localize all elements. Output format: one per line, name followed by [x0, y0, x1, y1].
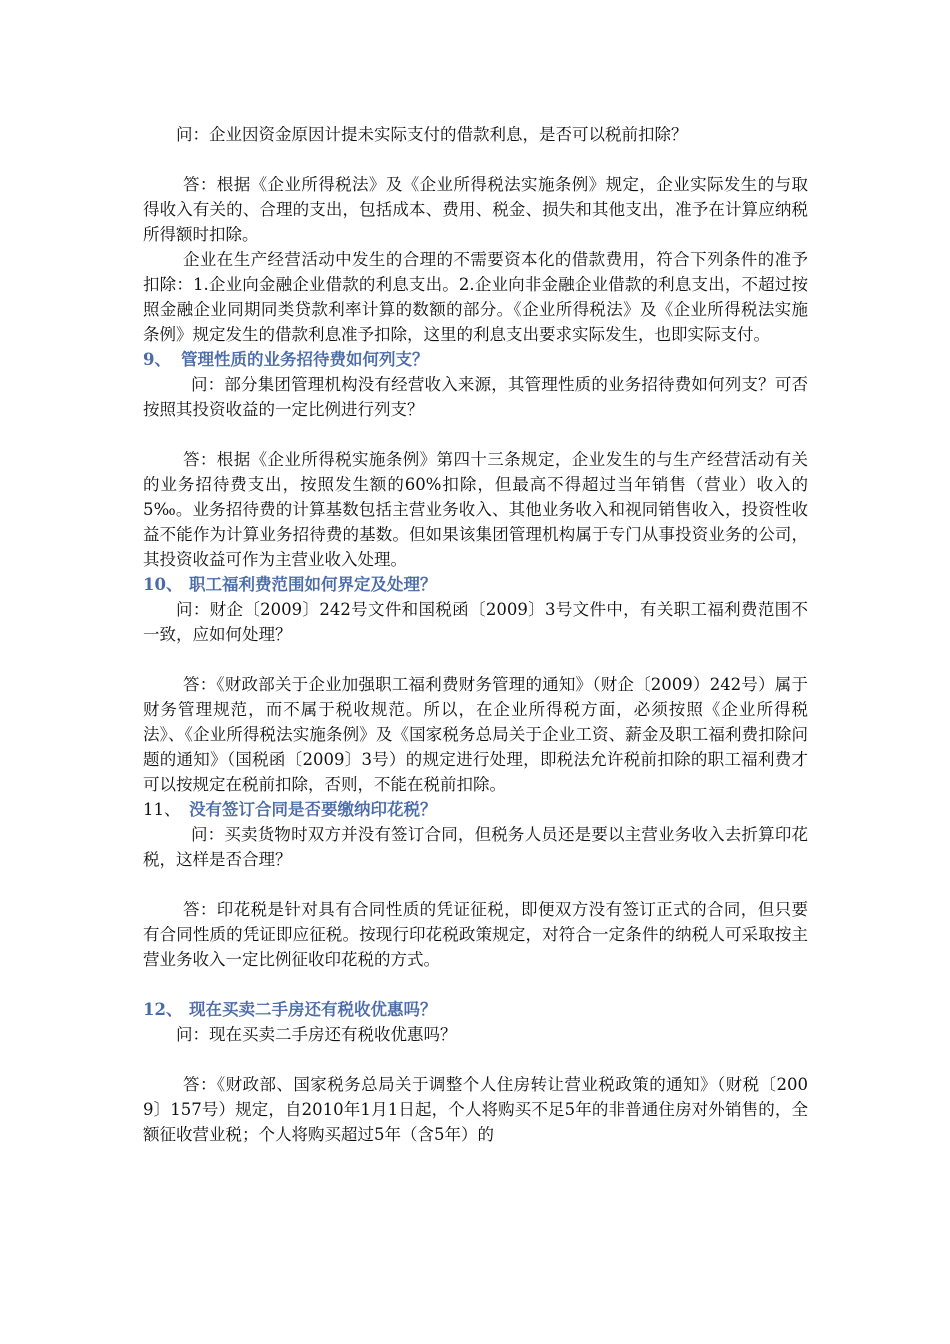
section-number: 9、	[143, 350, 171, 369]
section-number: 10、	[143, 575, 183, 594]
section-number: 12、	[143, 1000, 183, 1019]
question-interest: 问：企业因资金原因计提未实际支付的借款利息，是否可以税前扣除？	[176, 125, 688, 144]
section-title: 职工福利费范围如何界定及处理？	[189, 575, 437, 594]
answer-12: 答：《财政部、国家税务总局关于调整个人住房转让营业税政策的通知》（财税〔2009〕157号）规定，自2010年1月1日起，个人将购买不足5年的非普通住房对外销售的，全额征收营业税；个人将购买超过5年（含5年）的	[143, 1075, 808, 1144]
section-title: 没有签订合同是否要缴纳印花税？	[189, 800, 437, 819]
spacer	[143, 1047, 808, 1072]
section-heading-9	[143, 347, 808, 372]
section-title: 现在买卖二手房还有税收优惠吗？	[189, 1000, 437, 1019]
question-12: 问：现在买卖二手房还有税收优惠吗？	[176, 1025, 457, 1044]
section-heading-10	[143, 572, 808, 597]
answer-10: 答：《财政部关于企业加强职工福利费财务管理的通知》（财企〔2009）242号）属于财务管理规范，而不属于税收规范。所以，在企业所得税方面，必须按照《企业所得税法》、《企业所得税法实施条例》及《国家税务总局关于企业工资、薪金及职工福利费扣除问题的通知》（国税函〔2009〕3号）的规定进行处理，即税法允许税前扣除的职工福利费才可以按规定在税前扣除，否则，不能在税前扣除。	[143, 675, 808, 794]
section-heading-12	[143, 997, 808, 1022]
question-10: 问：财企〔2009〕242号文件和国税函〔2009〕3号文件中，有关职工福利费范围不一致，应如何处理？	[143, 600, 808, 644]
section-number: 11、	[143, 800, 181, 819]
document-page	[143, 122, 808, 1147]
answer-interest-2: 企业在生产经营活动中发生的合理的不需要资本化的借款费用，符合下列条件的准予扣除：1.企业向金融企业借款的利息支出。2.企业向非金融企业借款的利息支出，不超过按照金融企业同期同类贷款利率计算的数额的部分。《企业所得税法》及《企业所得税法实施条例》规定发生的借款利息准予扣除，这里的利息支出要求实际发生，也即实际支付。	[143, 250, 808, 344]
question-11: 问：买卖货物时双方并没有签订合同，但税务人员还是要以主营业务收入去折算印花税，这样是否合理？	[143, 825, 808, 869]
spacer	[143, 647, 808, 672]
spacer	[143, 872, 808, 897]
spacer	[143, 972, 808, 997]
answer-interest-1: 答：根据《企业所得税法》及《企业所得税法实施条例》规定，企业实际发生的与取得收入有关的、合理的支出，包括成本、费用、税金、损失和其他支出，准予在计算应纳税所得额时扣除。	[143, 175, 808, 244]
spacer	[143, 147, 808, 172]
spacer	[143, 422, 808, 447]
section-heading-11	[143, 797, 808, 822]
answer-9: 答：根据《企业所得税实施条例》第四十三条规定，企业发生的与生产经营活动有关的业务招待费支出，按照发生额的60%扣除，但最高不得超过当年销售（营业）收入的5‰。业务招待费的计算基数包括主营业务收入、其他业务收入和视同销售收入，投资性收益不能作为计算业务招待费的基数。但如果该集团管理机构属于专门从事投资业务的公司，其投资收益可作为主营业收入处理。	[143, 450, 808, 569]
question-9: 问：部分集团管理机构没有经营收入来源，其管理性质的业务招待费如何列支？可否按照其投资收益的一定比例进行列支？	[143, 375, 808, 419]
answer-11: 答：印花税是针对具有合同性质的凭证征税，即便双方没有签订正式的合同，但只要有合同性质的凭证即应征税。按现行印花税政策规定，对符合一定条件的纳税人可采取按主营业务收入一定比例征收印花税的方式。	[143, 900, 808, 969]
section-title: 管理性质的业务招待费如何列支？	[181, 350, 429, 369]
